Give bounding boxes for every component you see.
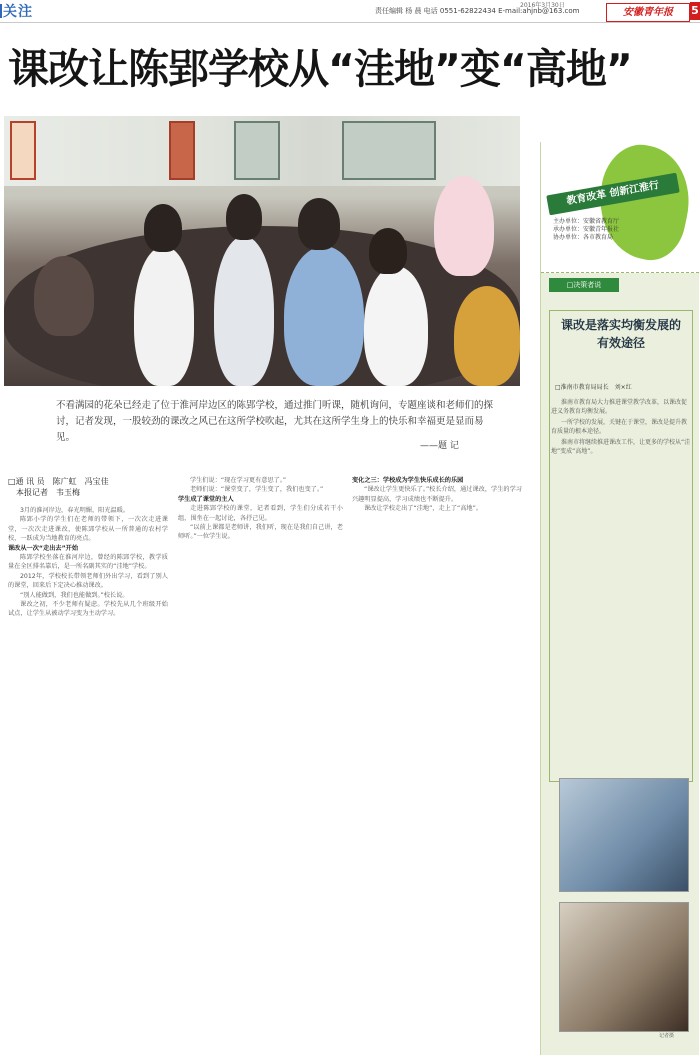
main-photo: [4, 116, 520, 386]
article-paragraph: “课改让学生更快乐了。”校长介绍，通过课改，学生的学习兴趣明显提高，学习成绩也不断提升。: [352, 486, 522, 503]
article-paragraph: 3月的淮河岸边，春光明媚，阳光温暖。: [20, 507, 130, 514]
article-headline: 课改让陈郢学校从“洼地”变“高地”: [8, 45, 632, 93]
organizer-item: 协办单位：各市教育局: [553, 234, 614, 241]
person-head: [298, 198, 340, 250]
article-paragraph: “别人能做到，我们也能做到。”校长说。: [20, 591, 129, 599]
article-paragraph: 陈郢学校坐落在淮河岸边，曾经的陈郢学校，教学质量在全区排名靠后，是一所名副其实的“洼地”学校。: [8, 554, 168, 571]
photo-credit: 记者摄: [659, 1033, 675, 1039]
person-student: [454, 286, 520, 386]
students-photo: [559, 902, 689, 1032]
page-number: 5: [690, 2, 700, 20]
sidebar-paragraph: 淮南市教育局大力推进课堂教学改革，以课改促进义务教育均衡发展。: [551, 399, 688, 415]
article-paragraph: 学生们说：“现在学习更有意思了。”: [190, 477, 287, 484]
article-paragraph: 课改让学校走出了“洼地”，走上了“高地”。: [364, 505, 483, 513]
column-tag: □决策者说: [549, 278, 619, 292]
person-head: [226, 194, 262, 240]
newspaper-masthead: 安徽青年报: [606, 3, 690, 22]
campaign-banner: 教育改革 创新江淮行: [546, 173, 679, 216]
article-paragraph: 老师们说：“课堂变了，学生变了，我们也变了。”: [190, 486, 324, 494]
article-column-3: [352, 476, 522, 1046]
subheading: 课改从一次“走出去”开始: [8, 544, 79, 552]
editor-info: 责任编辑 杨 晨 电话 0551-62822434 E-mail:ahjnb@163.com: [375, 7, 580, 15]
byline-line: □通 讯 员 陈广虹 冯宝佳: [8, 477, 109, 486]
subheading: 变化之三：学校成为学生快乐成长的乐园: [352, 477, 464, 484]
sidebar-text: [551, 398, 691, 770]
classroom-photo: [559, 778, 689, 892]
subheading: 学生成了课堂的主人: [178, 495, 234, 503]
person-head: [144, 204, 182, 252]
organizer-list: [553, 218, 619, 242]
sidebar-title: 课改是落实均衡发展的有效途径: [561, 318, 682, 350]
article-paragraph: 2012年，学校校长带领老师们外出学习，看到了别人的课堂，回来后下定决心推动课改。: [8, 572, 168, 590]
organizer-item: 主办单位：安徽省教育厅: [553, 218, 620, 225]
section-bar: [0, 4, 2, 18]
page-header: [0, 0, 700, 23]
article-paragraph: “以前上课都是老师讲，我们听，现在是我们自己讲，老师听。”一位学生说。: [178, 524, 343, 541]
sidebar-header: [541, 142, 699, 273]
person-student: [134, 246, 194, 386]
sidebar-paragraph: 淮南市将继续推进课改工作，让更多的学校从“洼地”变成“高地”。: [551, 439, 691, 455]
photo-window: [234, 121, 280, 180]
person-head: [369, 228, 407, 274]
issue-date: 2016年3月30日: [520, 2, 565, 9]
article-paragraph: 陈郢小学的学生们在老师的带领下，一次次走进课堂，一次次走进课改，使陈郢学校从一所普通的农村学校，一跃成为当地教育的亮点。: [8, 516, 168, 543]
person-girl: [364, 266, 428, 386]
person-girl: [434, 176, 494, 276]
person-student: [34, 256, 94, 336]
section-label: 关注: [3, 4, 33, 20]
photo-window: [342, 121, 436, 180]
intro-paragraph: 不看满园的花朵已经走了位于淮河岸边区的陈郢学校，通过推门听课，随机询问，专题座谈和老师们的探讨，记者发现，一股较劲的课改之风已在这所学校吹起，尤其在这所学生身上的快乐和幸福更是显而易见。: [56, 400, 494, 443]
photo-door: [169, 121, 195, 180]
person-official: [284, 246, 364, 386]
person-official: [214, 236, 274, 386]
byline-line: 本报记者 韦玉梅: [8, 488, 80, 497]
intro-signature: ——题 记: [420, 441, 459, 451]
photo-door: [10, 121, 36, 180]
article-paragraph: 走进陈郢学校的课堂，记者看到，学生们分成若干小组，围坐在一起讨论，各抒己见。: [178, 505, 343, 522]
sidebar-paragraph: 一所学校的发展，关键在于课堂，课改是提升教育质量的根本途径。: [551, 419, 688, 435]
sidebar-panel: [540, 142, 699, 1055]
article-column-1: [8, 506, 168, 1046]
article-column-2: [178, 476, 343, 1046]
sidebar-author: □淮南市教育局局长 刘×红: [555, 384, 632, 391]
article-paragraph: 课改之初，不少老师有疑虑。学校先从几个班级开始试点，让学生从被动学习变为主动学习。: [8, 601, 168, 618]
bylines: [8, 476, 109, 498]
organizer-item: 承办单位：安徽青年报社: [553, 226, 620, 233]
